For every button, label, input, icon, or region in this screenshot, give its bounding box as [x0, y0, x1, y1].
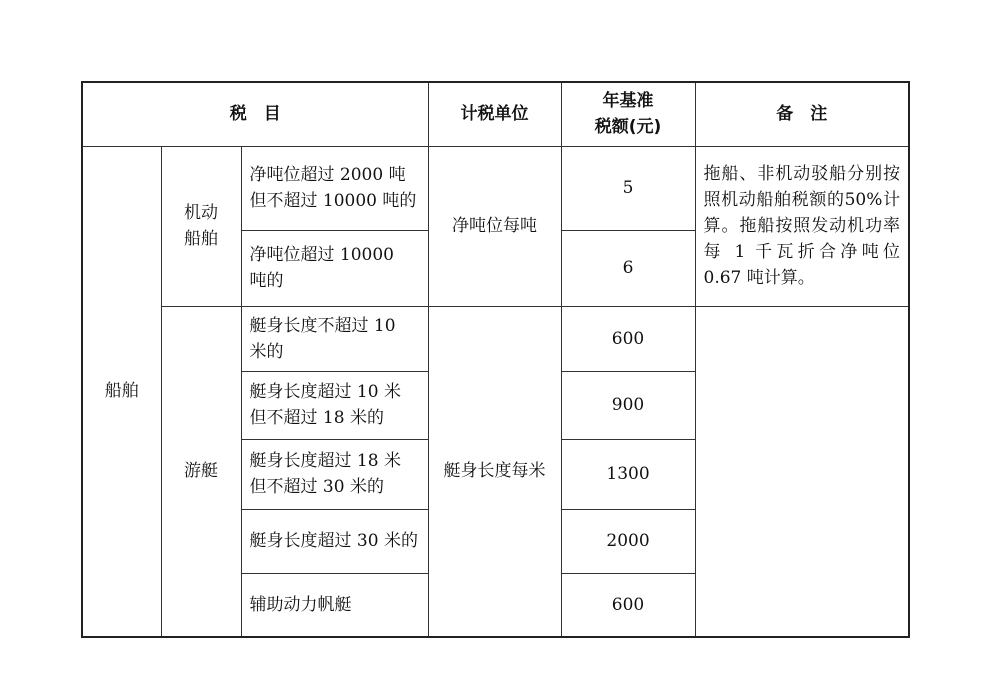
- item-cell: 艇身长度超过 30 米的: [241, 509, 428, 573]
- unit-cell-motor: 净吨位每吨: [428, 146, 561, 306]
- tax-table: [81, 81, 910, 638]
- header-unit: 计税单位: [428, 82, 561, 146]
- amount-cell: 600: [561, 573, 695, 637]
- item-cell: 艇身长度不超过 10 米的: [241, 306, 428, 371]
- item-cell: 净吨位超过 10000 吨的: [241, 230, 428, 306]
- item-cell: 艇身长度超过 10 米 但不超过 18 米的: [241, 371, 428, 439]
- unit-cell-yacht: 艇身长度每米: [428, 306, 561, 637]
- header-item: 税 目: [82, 82, 428, 146]
- table-row: [82, 306, 909, 371]
- header-rate-line1: 年基准: [602, 91, 654, 112]
- amount-cell: 5: [561, 146, 695, 230]
- amount-cell: 600: [561, 306, 695, 371]
- group-name-yacht: 游艇: [161, 306, 241, 637]
- item-cell: 艇身长度超过 18 米 但不超过 30 米的: [241, 439, 428, 509]
- group-name-motor: 机动 船舶: [161, 146, 241, 306]
- item-cell: 辅助动力帆艇: [241, 573, 428, 637]
- header-row: [82, 82, 909, 146]
- header-remark: 备 注: [695, 82, 909, 146]
- remark-cell-motor: 拖船、非机动驳船分别按照机动船舶税额的50%计算。拖船按照发动机功率每 1 千瓦折合净吨位 0.67 吨计算。: [695, 146, 909, 306]
- table-row: [82, 146, 909, 230]
- amount-cell: 900: [561, 371, 695, 439]
- amount-cell: 6: [561, 230, 695, 306]
- header-rate-line2: 税额(元): [594, 117, 662, 138]
- item-cell: 净吨位超过 2000 吨 但不超过 10000 吨的: [241, 146, 428, 230]
- amount-cell: 1300: [561, 439, 695, 509]
- header-rate: [561, 82, 695, 146]
- amount-cell: 2000: [561, 509, 695, 573]
- remark-cell-yacht: [695, 306, 909, 637]
- category-cell: 船舶: [82, 146, 161, 637]
